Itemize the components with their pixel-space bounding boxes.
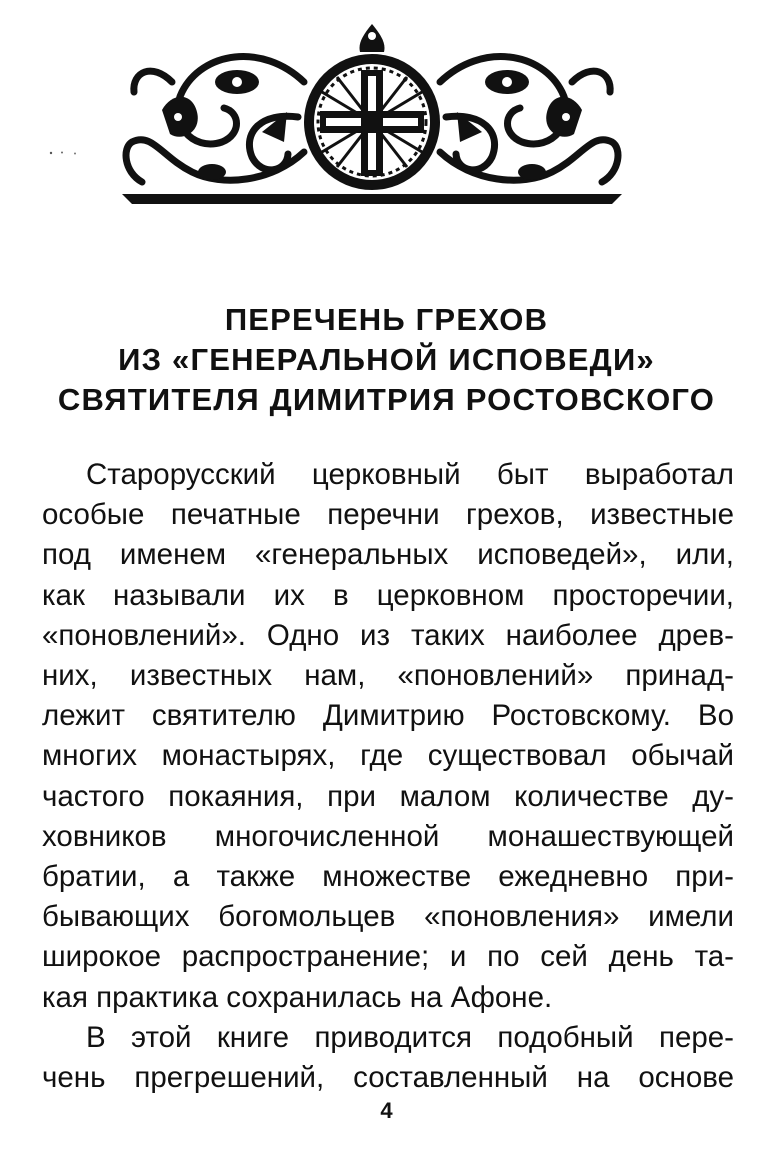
- text-line: многих монастырях, где существовал обычай: [42, 739, 734, 773]
- text-line: широкое распространение; и по сей день та-: [42, 940, 734, 974]
- text-line: под именем «генеральных исповедей», или,: [42, 538, 734, 572]
- text-line: братии, а также множестве ежедневно при-: [42, 860, 734, 894]
- page-heading: [0, 300, 773, 420]
- heading-line: СВЯТИТЕЛЯ ДИМИТРИЯ РОСТОВСКОГО: [57, 382, 716, 417]
- text-line: ховников многочисленной монашествующей: [42, 819, 734, 853]
- text-line: лежит святителю Димитрию Ростовскому. Во: [42, 699, 734, 733]
- printing-speck: [48, 150, 88, 156]
- body-text: [42, 455, 734, 1098]
- text-line: кая практика сохранилась на Афоне.: [42, 980, 553, 1014]
- page-number: 4: [380, 1098, 393, 1123]
- heading-line: ИЗ «ГЕНЕРАЛЬНОЙ ИСПОВЕДИ»: [118, 342, 655, 377]
- text-line: В этой книге приводится подобный пере-: [86, 1020, 734, 1054]
- text-line: них, известных нам, «поновлений» принад-: [42, 659, 734, 693]
- heading-line: ПЕРЕЧЕНЬ ГРЕХОВ: [224, 302, 549, 337]
- cross-ornament-headpiece-icon: [112, 22, 632, 212]
- text-line: Старорусский церковный быт выработал: [86, 458, 734, 491]
- text-line: частого покаяния, при малом количестве ду-: [42, 779, 734, 813]
- text-line: чень прегрешений, составленный на основе: [42, 1061, 734, 1095]
- text-line: особые печатные перечни грехов, известные: [42, 498, 734, 532]
- text-line: бывающих богомольцев «поновления» имели: [42, 900, 734, 934]
- text-line: «поновлений». Одно из таких наиболее древ-: [42, 618, 734, 652]
- text-line: как называли их в церковном просторечии,: [42, 578, 734, 612]
